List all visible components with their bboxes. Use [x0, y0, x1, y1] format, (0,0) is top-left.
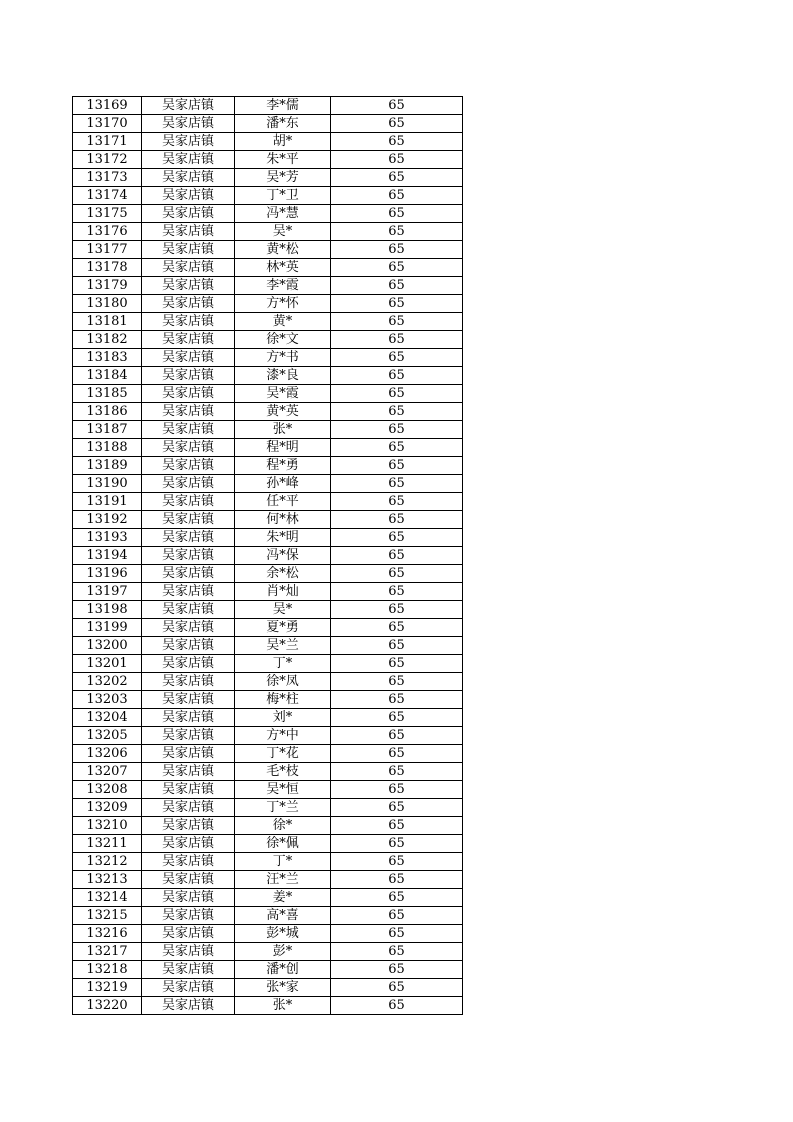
row-town-cell: 吴家店镇 [142, 799, 235, 817]
table-row [73, 511, 463, 529]
row-id-cell: 13219 [73, 979, 142, 997]
row-town-cell: 吴家店镇 [142, 457, 235, 475]
table-row [73, 331, 463, 349]
table-row [73, 979, 463, 997]
row-town-cell: 吴家店镇 [142, 331, 235, 349]
row-id-cell: 13193 [73, 529, 142, 547]
table-row [73, 205, 463, 223]
table-row [73, 151, 463, 169]
row-id-cell: 13200 [73, 637, 142, 655]
row-town-cell: 吴家店镇 [142, 277, 235, 295]
row-name-cell: 任*平 [235, 493, 331, 511]
row-name-cell: 冯*保 [235, 547, 331, 565]
row-id-cell: 13196 [73, 565, 142, 583]
row-name-cell: 方*怀 [235, 295, 331, 313]
row-town-cell: 吴家店镇 [142, 511, 235, 529]
row-town-cell: 吴家店镇 [142, 187, 235, 205]
row-amount-cell: 65 [331, 961, 463, 979]
row-amount-cell: 65 [331, 889, 463, 907]
row-name-cell: 徐*佩 [235, 835, 331, 853]
row-town-cell: 吴家店镇 [142, 637, 235, 655]
row-id-cell: 13173 [73, 169, 142, 187]
row-id-cell: 13209 [73, 799, 142, 817]
row-town-cell: 吴家店镇 [142, 421, 235, 439]
table-row [73, 799, 463, 817]
row-amount-cell: 65 [331, 781, 463, 799]
row-id-cell: 13192 [73, 511, 142, 529]
row-id-cell: 13215 [73, 907, 142, 925]
row-id-cell: 13218 [73, 961, 142, 979]
row-id-cell: 13205 [73, 727, 142, 745]
row-town-cell: 吴家店镇 [142, 907, 235, 925]
table-row [73, 241, 463, 259]
row-amount-cell: 65 [331, 763, 463, 781]
row-id-cell: 13201 [73, 655, 142, 673]
row-amount-cell: 65 [331, 367, 463, 385]
table-row [73, 421, 463, 439]
row-name-cell: 吴* [235, 601, 331, 619]
row-name-cell: 程*勇 [235, 457, 331, 475]
row-amount-cell: 65 [331, 223, 463, 241]
row-id-cell: 13171 [73, 133, 142, 151]
row-id-cell: 13176 [73, 223, 142, 241]
row-name-cell: 李*儒 [235, 97, 331, 115]
row-town-cell: 吴家店镇 [142, 367, 235, 385]
row-name-cell: 方*中 [235, 727, 331, 745]
row-town-cell: 吴家店镇 [142, 115, 235, 133]
row-amount-cell: 65 [331, 691, 463, 709]
row-amount-cell: 65 [331, 151, 463, 169]
row-amount-cell: 65 [331, 907, 463, 925]
row-town-cell: 吴家店镇 [142, 691, 235, 709]
table-row [73, 313, 463, 331]
table-row [73, 655, 463, 673]
table-row [73, 925, 463, 943]
row-name-cell: 林*英 [235, 259, 331, 277]
table-row [73, 853, 463, 871]
row-name-cell: 张* [235, 997, 331, 1015]
row-town-cell: 吴家店镇 [142, 241, 235, 259]
row-name-cell: 吴*恒 [235, 781, 331, 799]
row-name-cell: 张* [235, 421, 331, 439]
row-id-cell: 13170 [73, 115, 142, 133]
row-town-cell: 吴家店镇 [142, 727, 235, 745]
row-name-cell: 张*家 [235, 979, 331, 997]
row-name-cell: 彭* [235, 943, 331, 961]
row-amount-cell: 65 [331, 169, 463, 187]
row-town-cell: 吴家店镇 [142, 835, 235, 853]
row-amount-cell: 65 [331, 637, 463, 655]
row-name-cell: 朱*明 [235, 529, 331, 547]
row-amount-cell: 65 [331, 583, 463, 601]
table-row [73, 817, 463, 835]
row-amount-cell: 65 [331, 871, 463, 889]
row-id-cell: 13177 [73, 241, 142, 259]
table-row [73, 943, 463, 961]
row-id-cell: 13212 [73, 853, 142, 871]
row-town-cell: 吴家店镇 [142, 493, 235, 511]
row-town-cell: 吴家店镇 [142, 223, 235, 241]
row-id-cell: 13207 [73, 763, 142, 781]
row-town-cell: 吴家店镇 [142, 403, 235, 421]
row-name-cell: 姜* [235, 889, 331, 907]
row-id-cell: 13203 [73, 691, 142, 709]
row-town-cell: 吴家店镇 [142, 673, 235, 691]
row-amount-cell: 65 [331, 547, 463, 565]
row-town-cell: 吴家店镇 [142, 619, 235, 637]
table-row [73, 565, 463, 583]
row-amount-cell: 65 [331, 187, 463, 205]
row-name-cell: 徐* [235, 817, 331, 835]
row-id-cell: 13202 [73, 673, 142, 691]
row-amount-cell: 65 [331, 673, 463, 691]
row-amount-cell: 65 [331, 385, 463, 403]
table-row [73, 637, 463, 655]
row-name-cell: 夏*勇 [235, 619, 331, 637]
row-id-cell: 13214 [73, 889, 142, 907]
row-id-cell: 13217 [73, 943, 142, 961]
row-town-cell: 吴家店镇 [142, 529, 235, 547]
row-id-cell: 13208 [73, 781, 142, 799]
row-name-cell: 孙*峰 [235, 475, 331, 493]
row-id-cell: 13190 [73, 475, 142, 493]
row-town-cell: 吴家店镇 [142, 547, 235, 565]
table-row [73, 367, 463, 385]
row-amount-cell: 65 [331, 817, 463, 835]
row-id-cell: 13189 [73, 457, 142, 475]
table-row [73, 871, 463, 889]
row-amount-cell: 65 [331, 799, 463, 817]
row-town-cell: 吴家店镇 [142, 349, 235, 367]
table-row [73, 727, 463, 745]
table-row [73, 475, 463, 493]
table-row [73, 133, 463, 151]
row-name-cell: 梅*柱 [235, 691, 331, 709]
row-town-cell: 吴家店镇 [142, 601, 235, 619]
row-town-cell: 吴家店镇 [142, 889, 235, 907]
row-amount-cell: 65 [331, 493, 463, 511]
table-row [73, 115, 463, 133]
row-town-cell: 吴家店镇 [142, 763, 235, 781]
row-town-cell: 吴家店镇 [142, 313, 235, 331]
table-row [73, 187, 463, 205]
row-amount-cell: 65 [331, 745, 463, 763]
row-id-cell: 13220 [73, 997, 142, 1015]
row-id-cell: 13216 [73, 925, 142, 943]
table-row [73, 439, 463, 457]
row-name-cell: 黄* [235, 313, 331, 331]
row-town-cell: 吴家店镇 [142, 205, 235, 223]
row-amount-cell: 65 [331, 97, 463, 115]
row-amount-cell: 65 [331, 457, 463, 475]
row-name-cell: 李*霞 [235, 277, 331, 295]
row-id-cell: 13175 [73, 205, 142, 223]
row-town-cell: 吴家店镇 [142, 871, 235, 889]
row-town-cell: 吴家店镇 [142, 961, 235, 979]
row-name-cell: 丁*兰 [235, 799, 331, 817]
row-amount-cell: 65 [331, 241, 463, 259]
row-amount-cell: 65 [331, 205, 463, 223]
row-town-cell: 吴家店镇 [142, 943, 235, 961]
row-amount-cell: 65 [331, 529, 463, 547]
row-id-cell: 13183 [73, 349, 142, 367]
row-name-cell: 何*林 [235, 511, 331, 529]
row-name-cell: 冯*慧 [235, 205, 331, 223]
row-name-cell: 吴*兰 [235, 637, 331, 655]
row-id-cell: 13180 [73, 295, 142, 313]
row-id-cell: 13179 [73, 277, 142, 295]
row-id-cell: 13188 [73, 439, 142, 457]
row-id-cell: 13213 [73, 871, 142, 889]
table-row [73, 223, 463, 241]
row-id-cell: 13211 [73, 835, 142, 853]
row-amount-cell: 65 [331, 115, 463, 133]
row-name-cell: 丁* [235, 853, 331, 871]
row-id-cell: 13191 [73, 493, 142, 511]
row-name-cell: 汪*兰 [235, 871, 331, 889]
table-row [73, 529, 463, 547]
row-town-cell: 吴家店镇 [142, 979, 235, 997]
row-id-cell: 13174 [73, 187, 142, 205]
row-amount-cell: 65 [331, 925, 463, 943]
row-amount-cell: 65 [331, 979, 463, 997]
table-row [73, 349, 463, 367]
table-row [73, 583, 463, 601]
row-town-cell: 吴家店镇 [142, 169, 235, 187]
row-amount-cell: 65 [331, 565, 463, 583]
row-town-cell: 吴家店镇 [142, 439, 235, 457]
row-name-cell: 黄*松 [235, 241, 331, 259]
table-row [73, 385, 463, 403]
table-row [73, 889, 463, 907]
row-id-cell: 13184 [73, 367, 142, 385]
row-id-cell: 13210 [73, 817, 142, 835]
row-amount-cell: 65 [331, 403, 463, 421]
row-town-cell: 吴家店镇 [142, 655, 235, 673]
row-amount-cell: 65 [331, 601, 463, 619]
row-name-cell: 彭*城 [235, 925, 331, 943]
row-id-cell: 13187 [73, 421, 142, 439]
row-amount-cell: 65 [331, 475, 463, 493]
row-name-cell: 程*明 [235, 439, 331, 457]
table-row [73, 961, 463, 979]
row-id-cell: 13199 [73, 619, 142, 637]
row-amount-cell: 65 [331, 511, 463, 529]
row-amount-cell: 65 [331, 439, 463, 457]
row-town-cell: 吴家店镇 [142, 97, 235, 115]
row-name-cell: 肖*灿 [235, 583, 331, 601]
row-town-cell: 吴家店镇 [142, 295, 235, 313]
roster-table [72, 96, 463, 1015]
table-row [73, 457, 463, 475]
table-row [73, 691, 463, 709]
row-amount-cell: 65 [331, 943, 463, 961]
row-id-cell: 13204 [73, 709, 142, 727]
row-name-cell: 黄*英 [235, 403, 331, 421]
row-amount-cell: 65 [331, 655, 463, 673]
table-row [73, 97, 463, 115]
row-id-cell: 13194 [73, 547, 142, 565]
table-row [73, 763, 463, 781]
row-amount-cell: 65 [331, 331, 463, 349]
row-town-cell: 吴家店镇 [142, 475, 235, 493]
table-row [73, 295, 463, 313]
row-id-cell: 13172 [73, 151, 142, 169]
row-name-cell: 高*喜 [235, 907, 331, 925]
table-row [73, 493, 463, 511]
row-id-cell: 13178 [73, 259, 142, 277]
table-row [73, 907, 463, 925]
row-id-cell: 13182 [73, 331, 142, 349]
row-amount-cell: 65 [331, 421, 463, 439]
roster-table-body [73, 97, 463, 1015]
row-name-cell: 余*松 [235, 565, 331, 583]
row-amount-cell: 65 [331, 835, 463, 853]
row-amount-cell: 65 [331, 277, 463, 295]
row-name-cell: 吴*霞 [235, 385, 331, 403]
row-name-cell: 丁*花 [235, 745, 331, 763]
row-amount-cell: 65 [331, 133, 463, 151]
row-id-cell: 13181 [73, 313, 142, 331]
table-row [73, 619, 463, 637]
row-id-cell: 13169 [73, 97, 142, 115]
table-row [73, 745, 463, 763]
row-amount-cell: 65 [331, 997, 463, 1015]
row-name-cell: 朱*平 [235, 151, 331, 169]
row-id-cell: 13186 [73, 403, 142, 421]
row-town-cell: 吴家店镇 [142, 997, 235, 1015]
row-town-cell: 吴家店镇 [142, 133, 235, 151]
row-town-cell: 吴家店镇 [142, 151, 235, 169]
row-name-cell: 吴* [235, 223, 331, 241]
table-row [73, 709, 463, 727]
row-name-cell: 丁* [235, 655, 331, 673]
row-town-cell: 吴家店镇 [142, 853, 235, 871]
row-name-cell: 丁*卫 [235, 187, 331, 205]
row-name-cell: 潘*东 [235, 115, 331, 133]
row-id-cell: 13197 [73, 583, 142, 601]
table-row [73, 997, 463, 1015]
row-id-cell: 13206 [73, 745, 142, 763]
row-id-cell: 13198 [73, 601, 142, 619]
row-amount-cell: 65 [331, 259, 463, 277]
row-amount-cell: 65 [331, 709, 463, 727]
row-town-cell: 吴家店镇 [142, 781, 235, 799]
row-amount-cell: 65 [331, 349, 463, 367]
row-name-cell: 刘* [235, 709, 331, 727]
table-row [73, 673, 463, 691]
row-name-cell: 漆*良 [235, 367, 331, 385]
row-name-cell: 潘*创 [235, 961, 331, 979]
table-row [73, 835, 463, 853]
row-town-cell: 吴家店镇 [142, 385, 235, 403]
row-name-cell: 吴*芳 [235, 169, 331, 187]
table-row [73, 259, 463, 277]
row-town-cell: 吴家店镇 [142, 709, 235, 727]
table-row [73, 781, 463, 799]
row-name-cell: 毛*枝 [235, 763, 331, 781]
table-row [73, 601, 463, 619]
row-amount-cell: 65 [331, 727, 463, 745]
row-town-cell: 吴家店镇 [142, 925, 235, 943]
row-name-cell: 徐*凤 [235, 673, 331, 691]
row-town-cell: 吴家店镇 [142, 565, 235, 583]
row-name-cell: 胡* [235, 133, 331, 151]
row-town-cell: 吴家店镇 [142, 259, 235, 277]
table-row [73, 277, 463, 295]
row-amount-cell: 65 [331, 295, 463, 313]
row-amount-cell: 65 [331, 853, 463, 871]
table-row [73, 547, 463, 565]
row-amount-cell: 65 [331, 619, 463, 637]
row-name-cell: 徐*文 [235, 331, 331, 349]
row-town-cell: 吴家店镇 [142, 817, 235, 835]
row-amount-cell: 65 [331, 313, 463, 331]
table-row [73, 169, 463, 187]
row-name-cell: 方*书 [235, 349, 331, 367]
table-row [73, 403, 463, 421]
row-town-cell: 吴家店镇 [142, 583, 235, 601]
row-id-cell: 13185 [73, 385, 142, 403]
row-town-cell: 吴家店镇 [142, 745, 235, 763]
